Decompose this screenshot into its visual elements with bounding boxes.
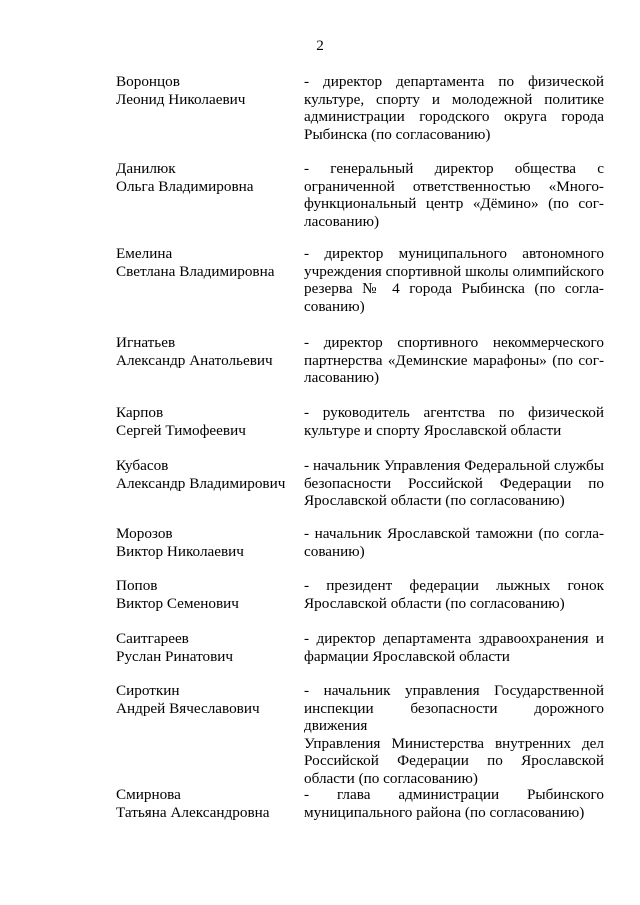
- position-line: сованию): [304, 542, 365, 560]
- position-line: сованию): [304, 297, 365, 315]
- position-line: фармации Ярославской области: [304, 647, 510, 665]
- member-position: [304, 525, 604, 560]
- page-number: 2: [316, 37, 324, 54]
- position-line: учреждения спортивной школы олимпийского: [304, 262, 604, 280]
- member-name: [116, 457, 296, 492]
- member-given-names: Татьяна Александровна: [116, 803, 270, 821]
- member-position: [304, 457, 604, 510]
- member-position: [304, 160, 604, 230]
- position-line: - глава администрации Рыбинского: [304, 786, 604, 803]
- position-line: - директор муниципального автономного: [304, 245, 604, 262]
- member-given-names: Виктор Николаевич: [116, 542, 244, 560]
- member-name: [116, 245, 296, 280]
- member-surname: Воронцов: [116, 73, 180, 90]
- member-given-names: Светлана Владимировна: [116, 262, 275, 280]
- position-line: области (по согласованию): [304, 769, 478, 787]
- member-surname: Морозов: [116, 525, 173, 542]
- member-given-names: Сергей Тимофеевич: [116, 421, 246, 439]
- member-surname: Емелина: [116, 245, 173, 262]
- member-name: [116, 404, 296, 439]
- position-line: Рыбинска (по согласованию): [304, 125, 491, 143]
- member-surname: Игнатьев: [116, 334, 176, 351]
- member-name: [116, 682, 296, 717]
- position-line: резерва № 4 города Рыбинска (по согла-: [304, 280, 604, 297]
- position-line: культуре, спорту и молодежной политике: [304, 90, 604, 108]
- position-line: - начальник Ярославской таможни (по согла-: [304, 525, 604, 542]
- member-surname: Смирнова: [116, 786, 181, 803]
- member-name: [116, 160, 296, 195]
- position-line: культуре и спорту Ярославской области: [304, 421, 562, 439]
- member-surname: Карпов: [116, 404, 164, 421]
- position-line: функциональный центр «Дёмино» (по сог-: [304, 195, 604, 212]
- position-line: муниципального района (по согласованию): [304, 803, 585, 821]
- position-line: ласованию): [304, 369, 380, 386]
- member-surname: Сироткин: [116, 682, 180, 699]
- member-given-names: Леонид Николаевич: [116, 90, 246, 108]
- position-line: - директор департамента по физической: [304, 73, 604, 90]
- position-line: - руководитель агентства по физической: [304, 404, 604, 421]
- member-name: [116, 577, 296, 612]
- position-line: - директор департамента здравоохранения и: [304, 630, 604, 647]
- member-name: [116, 73, 296, 108]
- position-line: инспекции безопасности дорожного движения: [304, 699, 604, 734]
- member-position: [304, 630, 604, 665]
- member-name: [116, 334, 296, 369]
- member-given-names: Ольга Владимировна: [116, 177, 254, 195]
- position-line: Российской Федерации по Ярославской: [304, 752, 604, 769]
- position-line: - начальник Управления Федеральной службы: [304, 457, 604, 474]
- member-given-names: Андрей Вячеславович: [116, 699, 260, 717]
- position-line: - генеральный директор общества с: [304, 160, 604, 177]
- member-surname: Попов: [116, 577, 158, 594]
- member-position: [304, 245, 604, 315]
- member-given-names: Александр Анатольевич: [116, 351, 273, 369]
- position-line: - президент федерации лыжных гонок: [304, 577, 604, 594]
- position-line: - директор спортивного некоммерческого: [304, 334, 604, 351]
- member-given-names: Виктор Семенович: [116, 594, 239, 612]
- position-line: ограниченной ответственностью «Много-: [304, 177, 604, 195]
- position-line: Управления Министерства внутренних дел: [304, 734, 604, 752]
- position-line: безопасности Российской Федерации по: [304, 474, 604, 492]
- member-name: [116, 630, 296, 665]
- member-position: [304, 577, 604, 612]
- member-surname: Данилюк: [116, 160, 176, 177]
- member-position: [304, 404, 604, 439]
- member-position: [304, 682, 604, 787]
- position-line: Ярославской области (по согласованию): [304, 492, 565, 509]
- member-surname: Кубасов: [116, 457, 169, 474]
- member-surname: Саитгареев: [116, 630, 189, 647]
- position-line: ласованию): [304, 212, 380, 230]
- member-position: [304, 334, 604, 387]
- member-name: [116, 525, 296, 560]
- position-line: партнерства «Деминские марафоны» (по сог-: [304, 351, 604, 369]
- position-line: Ярославской области (по согласованию): [304, 594, 565, 612]
- member-position: [304, 73, 604, 143]
- position-line: администрации городского округа города: [304, 108, 604, 125]
- member-given-names: Александр Владимирович: [116, 474, 286, 492]
- position-line: - начальник управления Государственной: [304, 682, 604, 699]
- member-position: [304, 786, 604, 821]
- member-given-names: Руслан Ринатович: [116, 647, 234, 665]
- member-name: [116, 786, 296, 821]
